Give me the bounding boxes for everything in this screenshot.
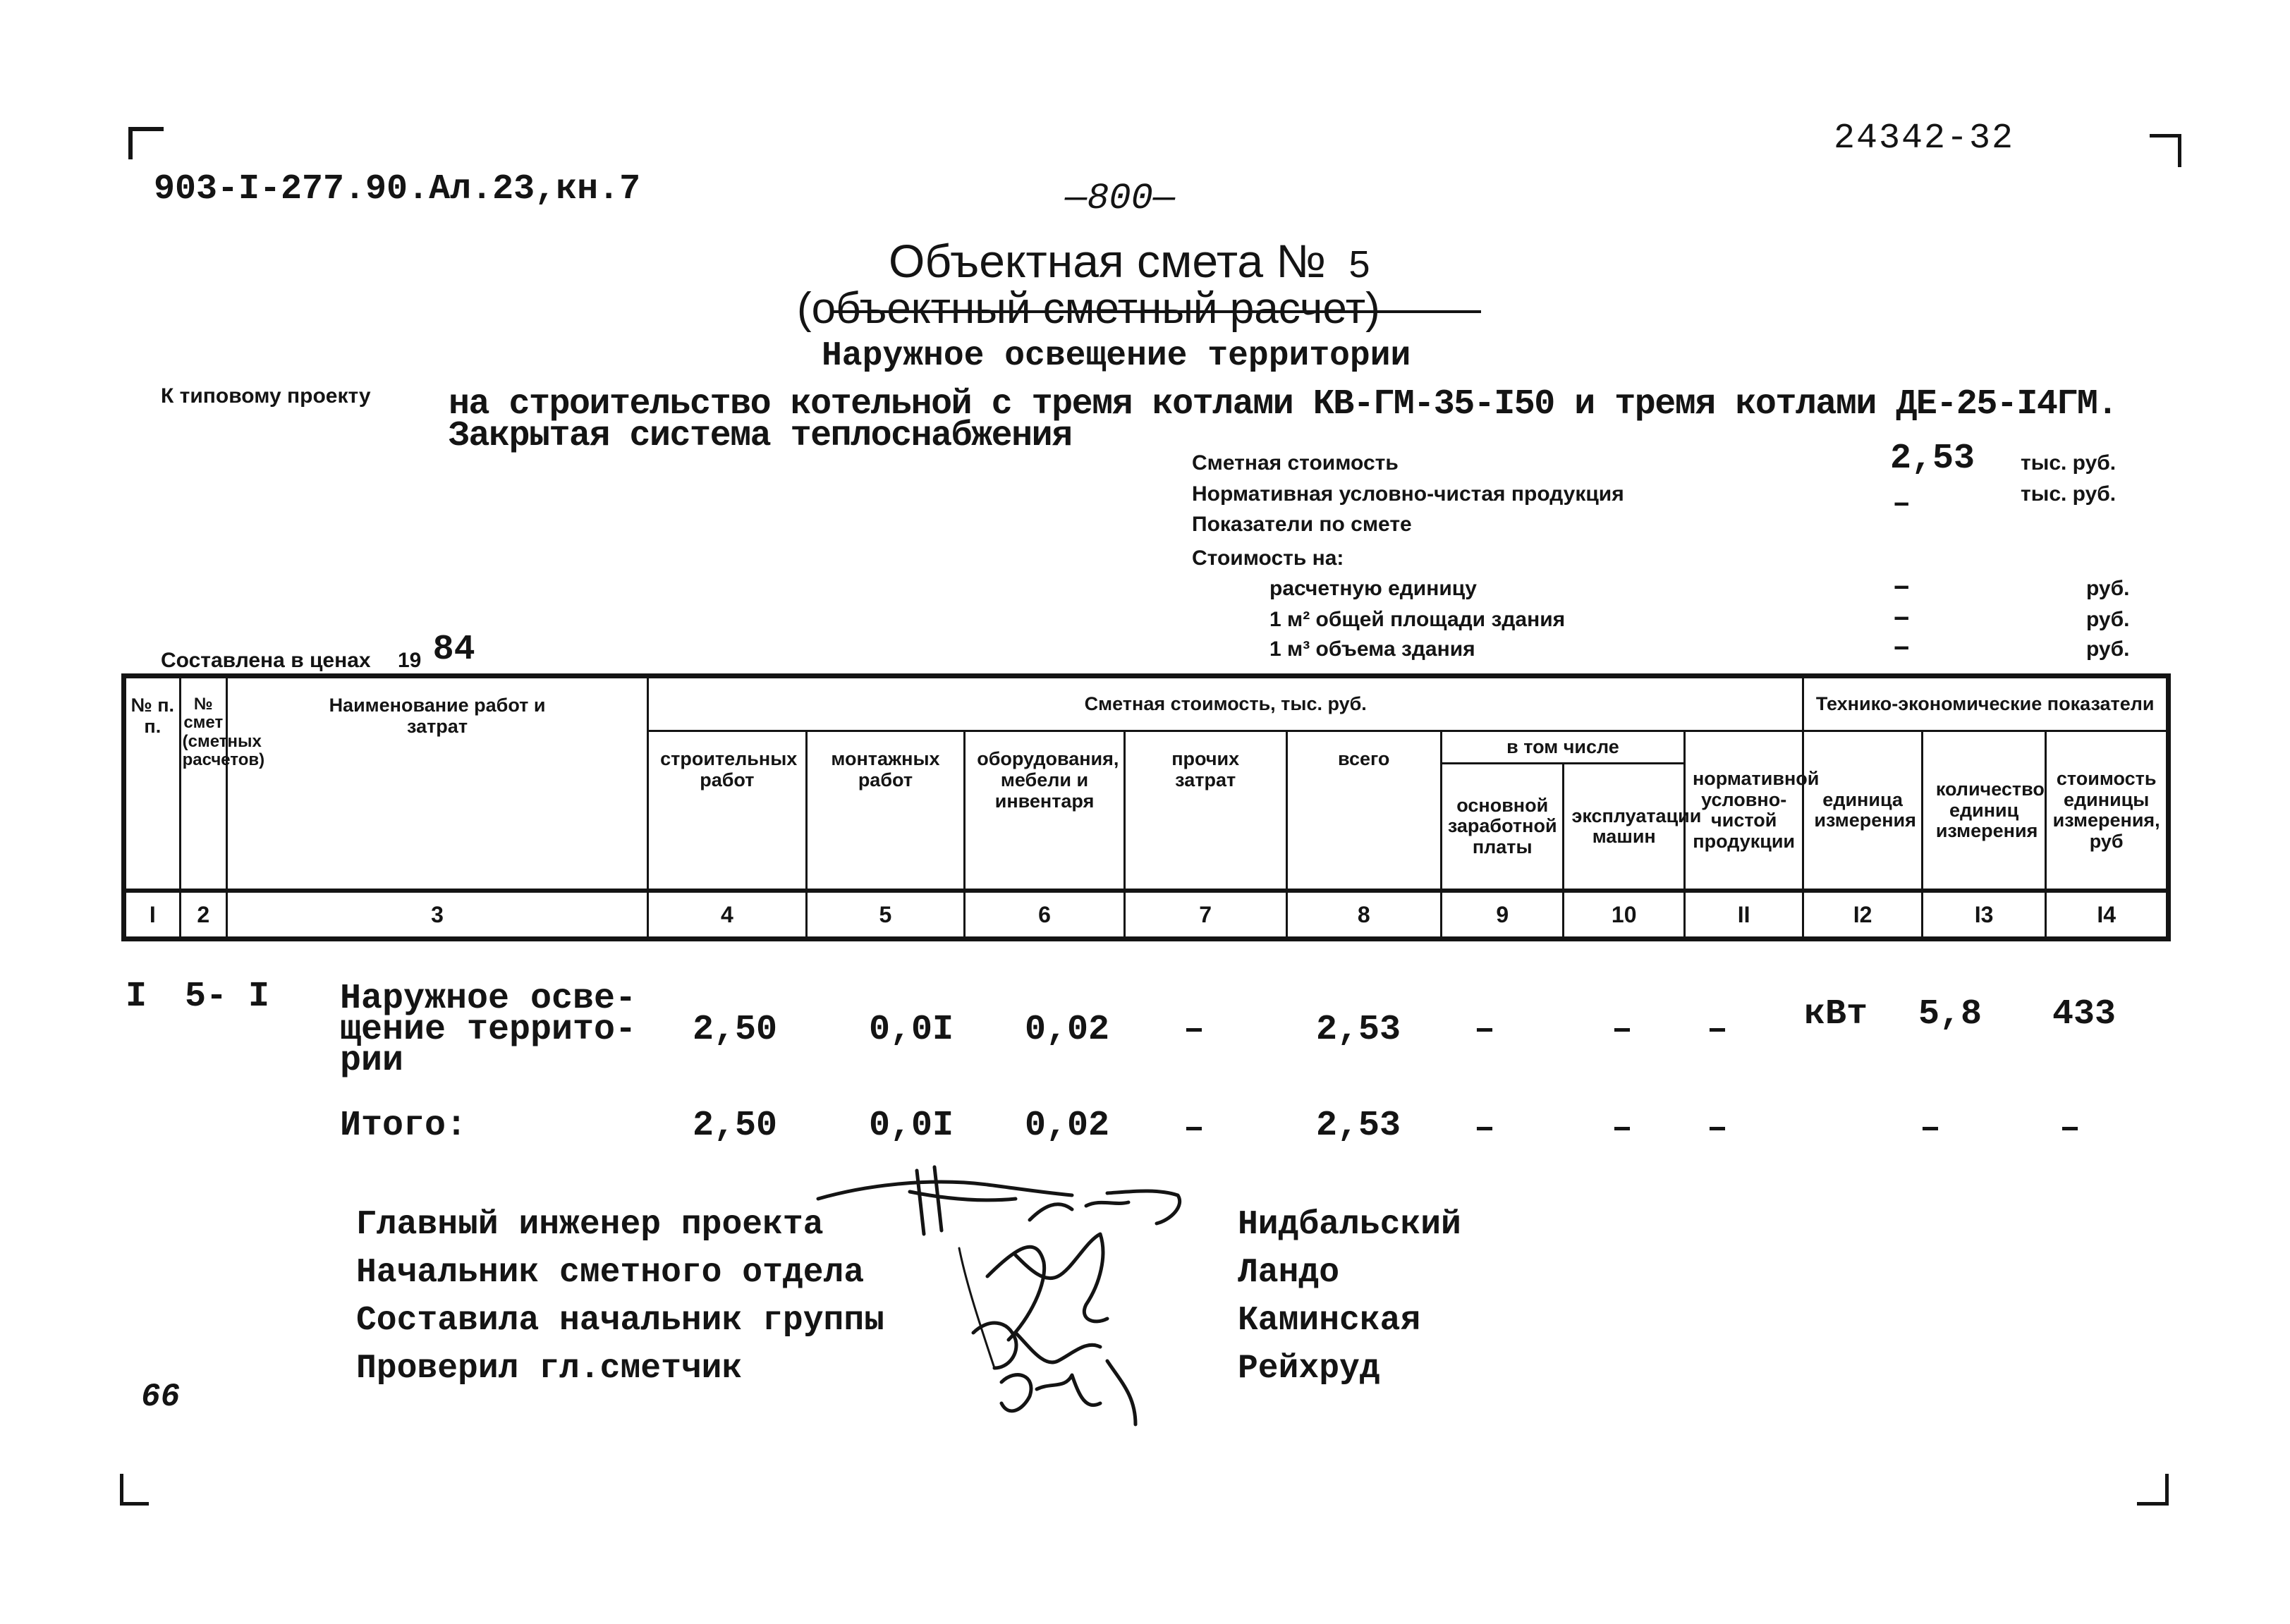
header-wages: основной заработной платы bbox=[1441, 764, 1564, 891]
column-number: 8 bbox=[1286, 891, 1441, 939]
signature-name: Рейхруд bbox=[1238, 1350, 1380, 1388]
corner-mark-top-right bbox=[2150, 134, 2181, 167]
header-cost-group: Сметная стоимость, тыс. руб. bbox=[648, 676, 1803, 731]
per-unit-value: – bbox=[1892, 570, 1911, 605]
per-volume-label: 1 м³ объема здания bbox=[1269, 637, 1475, 661]
column-number: I bbox=[124, 891, 181, 939]
header-estimate-number: № смет (сметных расчетов) bbox=[180, 676, 226, 891]
column-number: 4 bbox=[648, 891, 807, 939]
estimated-cost-label: Сметная стоимость bbox=[1192, 451, 1399, 475]
column-number: I4 bbox=[2046, 891, 2169, 939]
normative-product-label: Нормативная условно-чистая продукция bbox=[1192, 482, 1624, 506]
header-machines: эксплуатации машин bbox=[1564, 764, 1684, 891]
project-line-2: Закрытая система теплоснабжения bbox=[449, 416, 1072, 456]
column-number: I3 bbox=[1922, 891, 2046, 939]
per-volume-value: – bbox=[1892, 630, 1911, 666]
row-machines: – bbox=[1612, 1010, 1633, 1050]
header-unit-cost: стоимость единицы измерения, руб bbox=[2046, 731, 2169, 891]
signature-role: Главный инженер проекта bbox=[356, 1206, 824, 1244]
totals-construction: 2,50 bbox=[693, 1106, 778, 1146]
page-number: —800— bbox=[1065, 178, 1176, 219]
header-construction: строительных работ bbox=[648, 731, 807, 891]
row-unit-cost: 433 bbox=[2052, 994, 2117, 1034]
corner-mark-bottom-left bbox=[120, 1474, 149, 1506]
title-text: Объектная смета № bbox=[889, 235, 1327, 287]
per-volume-unit: руб. bbox=[2086, 637, 2130, 661]
estimated-cost-value: 2,53 bbox=[1890, 439, 1975, 479]
per-area-value: – bbox=[1892, 601, 1911, 636]
handwritten-signatures bbox=[804, 1156, 1199, 1453]
estimated-cost-unit: тыс. руб. bbox=[2021, 451, 2117, 475]
column-number: 6 bbox=[965, 891, 1125, 939]
row-normative: – bbox=[1707, 1010, 1729, 1050]
corner-mark-top-left bbox=[128, 127, 164, 159]
column-number: 5 bbox=[806, 891, 965, 939]
totals-wages: – bbox=[1474, 1109, 1496, 1149]
title-subtitle: (объектный сметный расчет) bbox=[797, 284, 1380, 333]
header-equipment: оборудования, мебели и инвентаря bbox=[965, 731, 1125, 891]
per-area-unit: руб. bbox=[2086, 608, 2130, 631]
column-numbers-row bbox=[124, 891, 2169, 939]
row-unit: кВт bbox=[1804, 994, 1868, 1034]
prices-year-label: Составлена в ценах bbox=[161, 649, 371, 672]
totals-machines: – bbox=[1612, 1109, 1633, 1149]
row-work-name-line-1: Наружное осве- bbox=[340, 979, 637, 1019]
page-title bbox=[889, 234, 1370, 288]
prices-year-prefix: 19 bbox=[397, 649, 422, 672]
sheet-mark: 66 bbox=[141, 1379, 181, 1415]
cost-per-label: Стоимость на: bbox=[1192, 547, 1344, 570]
signature-name: Нидбальский bbox=[1238, 1206, 1461, 1244]
row-equipment: 0,02 bbox=[1025, 1010, 1110, 1050]
per-unit-label: расчетную единицу bbox=[1269, 577, 1477, 600]
row-other: – bbox=[1183, 1010, 1205, 1050]
row-installation: 0,0I bbox=[869, 1010, 954, 1050]
signature-role: Проверил гл.сметчик bbox=[356, 1350, 743, 1388]
header-item-number: № п. п. bbox=[124, 676, 181, 891]
header-installation: монтажных работ bbox=[806, 731, 965, 891]
totals-quantity: – bbox=[1920, 1109, 1942, 1149]
totals-label: Итого: bbox=[340, 1106, 468, 1146]
row-quantity: 5,8 bbox=[1918, 994, 1983, 1034]
column-number: 3 bbox=[226, 891, 647, 939]
corner-mark-bottom-right bbox=[2137, 1474, 2169, 1506]
per-area-label: 1 м² общей площади здания bbox=[1269, 608, 1566, 631]
project-label: К типовому проекту bbox=[161, 384, 371, 408]
row-estimate-number: 5- I bbox=[185, 977, 270, 1017]
header-including: в том числе bbox=[1441, 731, 1684, 764]
column-number: II bbox=[1684, 891, 1803, 939]
totals-other: – bbox=[1183, 1109, 1205, 1149]
totals-total: 2,53 bbox=[1316, 1106, 1401, 1146]
row-wages: – bbox=[1474, 1010, 1496, 1050]
header-tech-group: Технико-экономические показатели bbox=[1803, 676, 2169, 731]
signature-role: Начальник сметного отдела bbox=[356, 1254, 865, 1292]
prices-year-value: 84 bbox=[432, 630, 475, 670]
header-normative: нормативной условно-чистой продукции bbox=[1684, 731, 1803, 891]
header-work-name: Наименование работ и затрат bbox=[226, 676, 647, 891]
column-number: 9 bbox=[1441, 891, 1564, 939]
row-item-number: I bbox=[126, 977, 147, 1017]
archive-number: 24342-32 bbox=[1834, 118, 2015, 159]
document-code: 903-I-277.90.Ал.23,кн.7 bbox=[154, 169, 641, 209]
column-number: I2 bbox=[1803, 891, 1922, 939]
totals-equipment: 0,02 bbox=[1025, 1106, 1110, 1146]
header-other: прочих затрат bbox=[1124, 731, 1286, 891]
header-total: всего bbox=[1286, 731, 1441, 891]
prices-year-line bbox=[161, 630, 475, 678]
signature-role: Составила начальник группы bbox=[356, 1302, 884, 1340]
header-unit: единица измерения bbox=[1803, 731, 1922, 891]
normative-product-unit: тыс. руб. bbox=[2021, 482, 2117, 506]
subtitle-strikeout bbox=[832, 310, 1481, 313]
header-quantity: количество единиц измерения bbox=[1922, 731, 2046, 891]
signature-name: Каминская bbox=[1238, 1302, 1421, 1340]
indicators-label: Показатели по смете bbox=[1192, 513, 1412, 536]
row-total: 2,53 bbox=[1316, 1010, 1401, 1050]
estimate-table bbox=[121, 673, 2171, 941]
totals-unit-cost: – bbox=[2059, 1109, 2081, 1149]
row-work-name-line-3: рии bbox=[340, 1041, 404, 1081]
signature-name: Ландо bbox=[1238, 1254, 1340, 1292]
column-number: 10 bbox=[1564, 891, 1684, 939]
totals-normative: – bbox=[1707, 1109, 1729, 1149]
project-line-1: на строительство котельной с тремя котлами КВ-ГМ-35-I50 и тремя котлами ДЕ-25-I4ГМ. bbox=[449, 384, 2117, 425]
normative-product-value: – bbox=[1892, 487, 1911, 522]
column-number: 2 bbox=[180, 891, 226, 939]
row-work-name-line-2: щение террито- bbox=[340, 1010, 637, 1050]
row-construction: 2,50 bbox=[693, 1010, 778, 1050]
object-name: Наружное освещение территории bbox=[822, 337, 1411, 375]
per-unit-unit: руб. bbox=[2086, 577, 2130, 600]
totals-installation: 0,0I bbox=[869, 1106, 954, 1146]
title-number: 5 bbox=[1348, 243, 1370, 286]
column-number: 7 bbox=[1124, 891, 1286, 939]
